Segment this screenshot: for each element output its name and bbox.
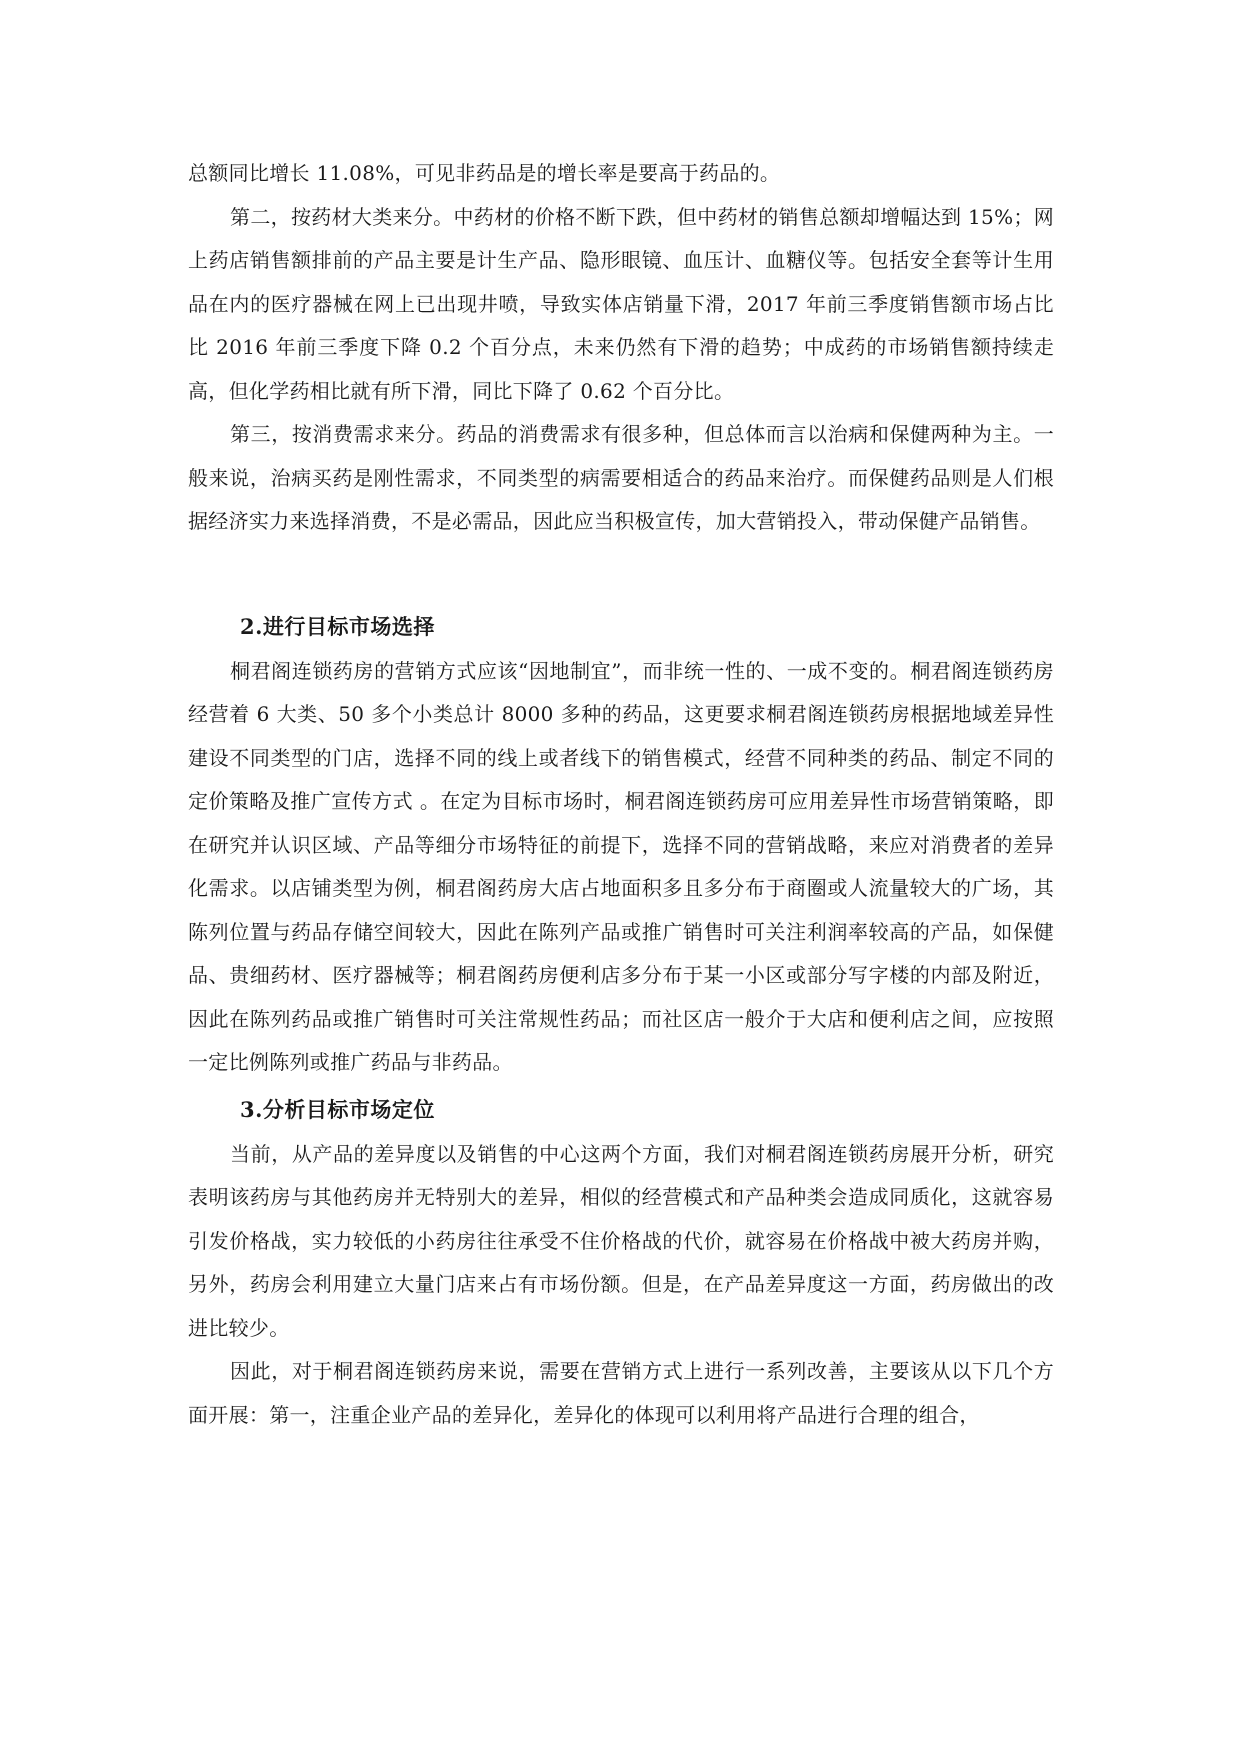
section-heading-market-positioning: 3.分析目标市场定位	[240, 1096, 435, 1122]
paragraph-positioning-analysis: 当前，从产品的差异度以及销售的中心这两个方面，我们对桐君阁连锁药房展开分析，研究表明该药房与其他药房并无特别大的差异，相似的经营模式和产品种类会造成同质化，这就容易引发价格战，实力较低的小药房往往承受不住价格战的代价，就容易在价格战中被大药房并购，另外，药房会利用建立大量门店来占有市场份额。但是，在产品差异度这一方面，药房做出的改进比较少。	[188, 1141, 1054, 1340]
document-body	[188, 152, 1054, 1437]
paragraph-by-category: 第二，按药材大类来分。中药材的价格不断下跌，但中药材的销售总额却增幅达到 15%；网上药店销售额排前的产品主要是计生产品、隐形眼镜、血压计、血糖仪等。包括安全套等计生用品在内的医疗器械在网上已出现井喷，导致实体店销量下滑，2017 年前三季度销售额市场占比比 2016 年前三季度下降 0.2 个百分点，未来仍然有下滑的趋势；中成药的市场销售额持续走高，但化学药相比就有所下滑，同比下降了 0.62 个百分比。	[188, 204, 1054, 403]
paragraph-improvement-measures: 因此，对于桐君阁连锁药房来说，需要在营销方式上进行一系列改善，主要该从以下几个方面开展：第一，注重企业产品的差异化，差异化的体现可以利用将产品进行合理的组合，	[188, 1359, 1054, 1427]
section-heading-market-selection: 2.进行目标市场选择	[240, 613, 435, 639]
section-spacer	[188, 544, 1054, 600]
paragraph-by-demand: 第三，按消费需求来分。药品的消费需求有很多种，但总体而言以治病和保健两种为主。一般来说，治病买药是刚性需求，不同类型的病需要相适合的药品来治疗。而保健药品则是人们根据经济实力来选择消费，不是必需品，因此应当积极宣传，加大营销投入，带动保健产品销售。	[188, 422, 1054, 533]
paragraph-growth-summary: 总额同比增长 11.08%，可见非药品是的增长率是要高于药品的。	[188, 161, 781, 185]
paragraph-market-selection: 桐君阁连锁药房的营销方式应该“因地制宜”，而非统一性的、一成不变的。桐君阁连锁药房经营着 6 大类、50 多个小类总计 8000 多种的药品，这更要求桐君阁连锁药房根据地域差异性建设不同类型的门店，选择不同的线上或者线下的销售模式，经营不同种类的药品、制定不同的定价策略及推广宣传方式 。在定为目标市场时，桐君阁连锁药房可应用差异性市场营销策略，即在研究并认识区域、产品等细分市场特征的前提下，选择不同的营销战略，来应对消费者的差异化需求。以店铺类型为例，桐君阁药房大店占地面积多且多分布于商圈或人流量较大的广场，其陈列位置与药品存储空间较大，因此在陈列产品或推广销售时可关注利润率较高的产品，如保健品、贵细药材、医疗器械等；桐君阁药房便利店多分布于某一小区或部分写字楼的内部及附近，因此在陈列药品或推广销售时可关注常规性药品；而社区店一般介于大店和便利店之间，应按照一定比例陈列或推广药品与非药品。	[188, 658, 1054, 1074]
